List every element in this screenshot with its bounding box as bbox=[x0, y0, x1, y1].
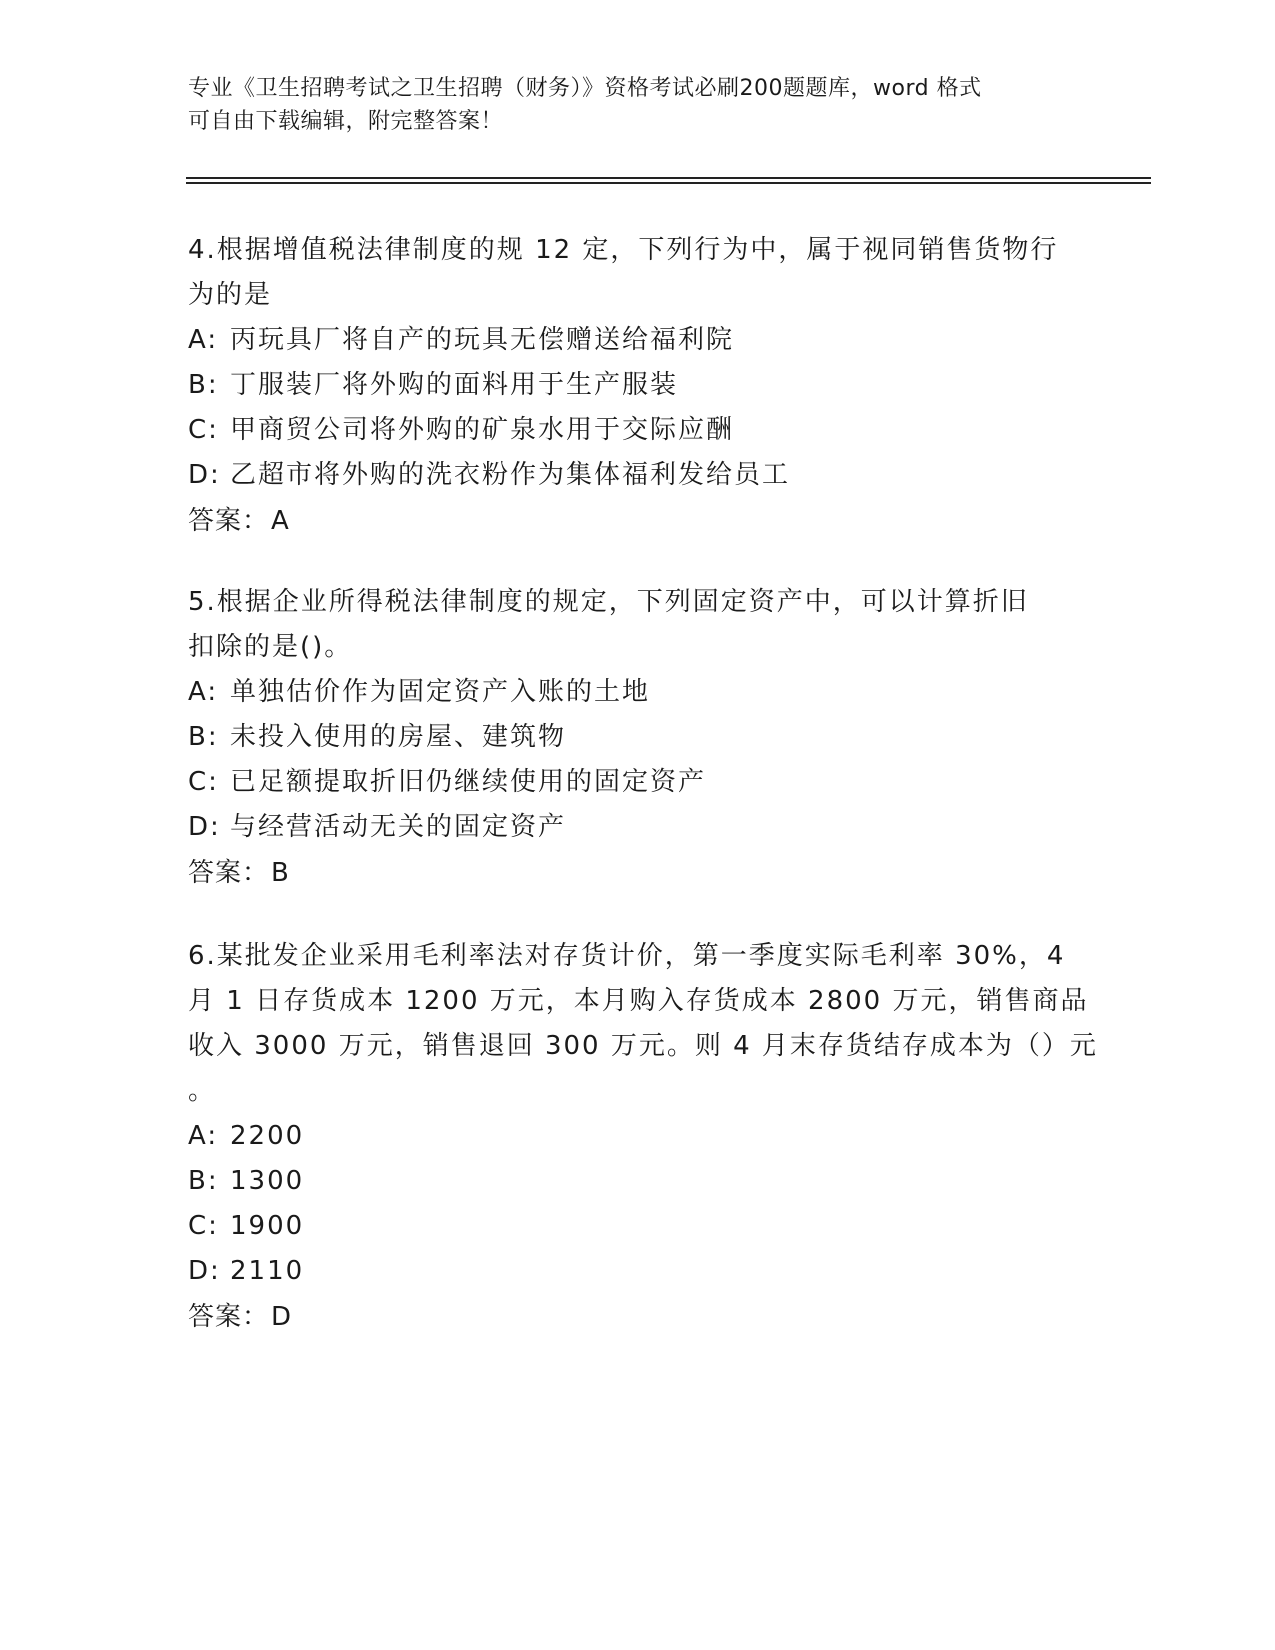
option-text: 1900 bbox=[230, 1211, 305, 1241]
option-letter: D: bbox=[188, 460, 221, 490]
option-letter: B: bbox=[188, 722, 219, 752]
option-letter: D: bbox=[188, 1256, 221, 1286]
option-b bbox=[188, 715, 1068, 760]
option-text: 丁服装厂将外购的面料用于生产服装 bbox=[230, 370, 679, 400]
option-c bbox=[188, 1204, 1068, 1249]
answer-value: B bbox=[271, 858, 290, 888]
option-text: 乙超市将外购的洗衣粉作为集体福利发给员工 bbox=[230, 460, 791, 490]
option-letter: A: bbox=[188, 1121, 219, 1151]
stem-line: 5.根据企业所得税法律制度的规定，下列固定资产中，可以计算折旧 bbox=[188, 587, 1029, 617]
option-d bbox=[188, 1249, 1068, 1294]
answer-label: 答案： bbox=[188, 506, 270, 536]
answer bbox=[188, 850, 1068, 896]
option-a bbox=[188, 670, 1068, 715]
stem-line: 扣除的是()。 bbox=[188, 632, 353, 662]
question-stem bbox=[188, 934, 1098, 1114]
option-letter: C: bbox=[188, 415, 219, 445]
stem-line: 4.根据增值税法律制度的规 12 定，下列行为中，属于视同销售货物行 bbox=[188, 235, 1059, 265]
option-text: 1300 bbox=[230, 1166, 305, 1196]
question-4 bbox=[188, 228, 1068, 544]
option-d bbox=[188, 805, 1068, 850]
question-6 bbox=[188, 934, 1098, 1340]
stem-line: 6.某批发企业采用毛利率法对存货计价，第一季度实际毛利率 30%，4 bbox=[188, 941, 1066, 971]
option-text: 与经营活动无关的固定资产 bbox=[230, 812, 567, 842]
option-c bbox=[188, 760, 1068, 805]
answer-label: 答案： bbox=[188, 1302, 270, 1332]
option-a bbox=[188, 318, 1068, 363]
stem-line: 。 bbox=[188, 1076, 217, 1106]
stem-line: 为的是 bbox=[188, 280, 273, 310]
option-text: 2110 bbox=[230, 1256, 305, 1286]
option-text: 单独估价作为固定资产入账的土地 bbox=[230, 677, 651, 707]
option-text: 丙玩具厂将自产的玩具无偿赠送给福利院 bbox=[230, 325, 735, 355]
answer-value: D bbox=[271, 1302, 293, 1332]
option-c bbox=[188, 408, 1068, 453]
option-text: 2200 bbox=[230, 1121, 305, 1151]
header-line-1: 专业《卫生招聘考试之卫生招聘（财务）》资格考试必刷200题题库，word 格式 bbox=[188, 76, 982, 101]
option-text: 已足额提取折旧仍继续使用的固定资产 bbox=[230, 767, 707, 797]
option-letter: A: bbox=[188, 325, 219, 355]
stem-line: 月 1 日存货成本 1200 万元，本月购入存货成本 2800 万元，销售商品 bbox=[188, 986, 1089, 1016]
answer bbox=[188, 1294, 1068, 1340]
question-stem bbox=[188, 580, 1068, 670]
option-letter: C: bbox=[188, 1211, 219, 1241]
answer-value: A bbox=[271, 506, 290, 536]
question-stem bbox=[188, 228, 1068, 318]
document-header bbox=[188, 72, 1068, 138]
option-letter: B: bbox=[188, 1166, 219, 1196]
option-text: 甲商贸公司将外购的矿泉水用于交际应酬 bbox=[230, 415, 735, 445]
option-letter: D: bbox=[188, 812, 221, 842]
option-text: 未投入使用的房屋、建筑物 bbox=[230, 722, 567, 752]
option-letter: C: bbox=[188, 767, 219, 797]
option-letter: A: bbox=[188, 677, 219, 707]
header-line-2: 可自由下载编辑，附完整答案！ bbox=[188, 109, 504, 134]
answer bbox=[188, 498, 1068, 544]
option-d bbox=[188, 453, 1068, 498]
stem-line: 收入 3000 万元，销售退回 300 万元。则 4 月末存货结存成本为（）元 bbox=[188, 1031, 1098, 1061]
option-b bbox=[188, 1159, 1068, 1204]
answer-label: 答案： bbox=[188, 858, 270, 888]
option-letter: B: bbox=[188, 370, 219, 400]
header-divider-top bbox=[186, 177, 1151, 179]
question-5 bbox=[188, 580, 1068, 896]
option-a bbox=[188, 1114, 1068, 1159]
option-b bbox=[188, 363, 1068, 408]
header-divider-bottom bbox=[186, 182, 1151, 184]
